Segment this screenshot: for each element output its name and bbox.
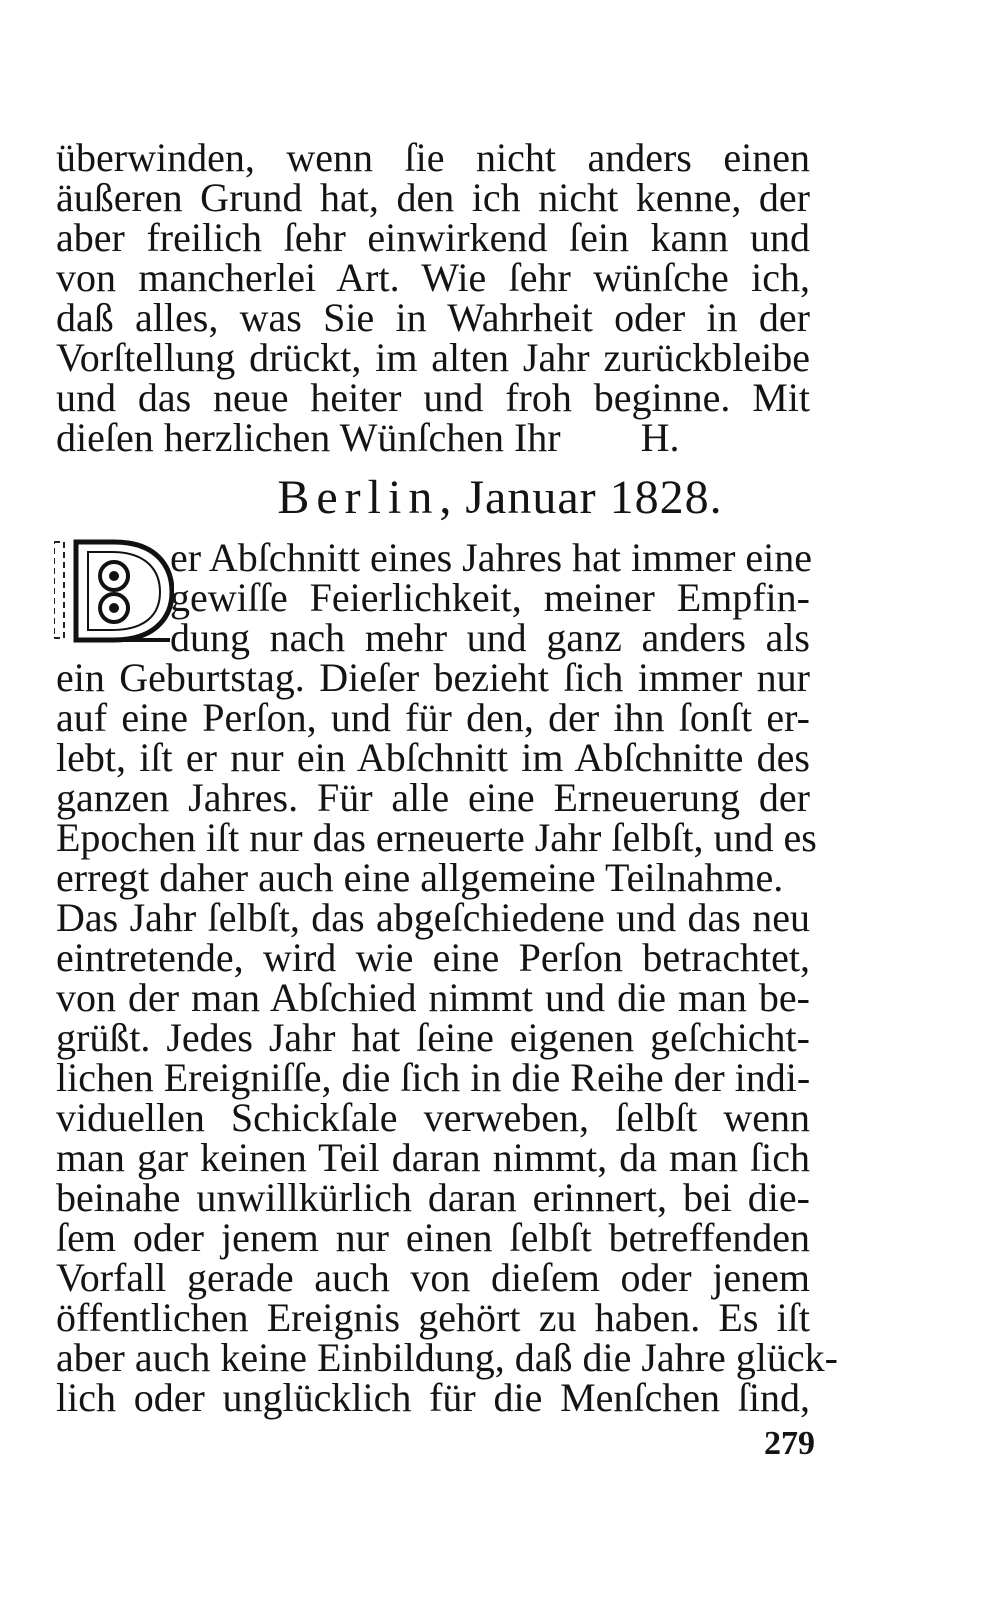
- text-line: aber auch keine Einbildung, daß die Jahre glück-: [56, 1335, 838, 1380]
- text-line: auf eine Perſon, und für den, der ihn ſonſt er-: [56, 695, 810, 740]
- text-line: äußeren Grund hat, den ich nicht kenne, der: [56, 175, 810, 220]
- text-line-signature: dieſen herzlichen Wünſchen Ihr H.: [56, 415, 680, 460]
- text-line: lichen Ereigniſſe, die ſich in die Reihe der indi-: [56, 1055, 811, 1100]
- text-line: beinahe unwillkürlich daran erinnert, bei die-: [56, 1175, 810, 1220]
- text-line: viduellen Schickſale verweben, ſelbſt wenn: [56, 1095, 810, 1140]
- text-line: von der man Abſchied nimmt und die man be-: [56, 975, 810, 1020]
- ornamental-initial-icon: [54, 536, 174, 644]
- text-line: ſem oder jenem nur einen ſelbſt betreffenden: [56, 1215, 810, 1260]
- text-line: eintretende, wird wie eine Perſon betrachtet,: [56, 935, 810, 980]
- text-line: Epochen iſt nur das erneuerte Jahr ſelbſt, und es: [56, 815, 817, 860]
- dropcap-border-icon: [54, 542, 64, 638]
- text-line: von mancherlei Art. Wie ſehr wünſche ich,: [56, 255, 810, 300]
- text-line: aber freilich ſehr einwirkend ſein kann und: [56, 215, 810, 260]
- text-line: Vorfall gerade auch von dieſem oder jenem: [56, 1255, 810, 1300]
- text-line: lebt, iſt er nur ein Abſchnitt im Abſchnitte des: [56, 735, 810, 780]
- heading-place: Berlin: [277, 471, 440, 524]
- text-line: ganzen Jahres. Für alle eine Erneuerung der: [56, 775, 810, 820]
- text-line: Das Jahr ſelbſt, das abgeſchiedene und das neu: [56, 895, 810, 940]
- dropcap-outline-icon: [76, 542, 172, 640]
- dropcap-graphic: [54, 536, 174, 644]
- text-line: er Abſchnitt eines Jahres hat immer eine: [170, 535, 813, 580]
- text-line: daß alles, was Sie in Wahrheit oder in der: [56, 295, 810, 340]
- text-line: öffentlichen Ereignis gehört zu haben. Es iſt: [56, 1295, 810, 1340]
- text-line: und das neue heiter und froh beginne. Mit: [56, 375, 810, 420]
- text-line: ein Geburtstag. Dieſer bezieht ſich immer nur: [56, 655, 810, 700]
- text-line: überwinden, wenn ſie nicht anders einen: [56, 135, 810, 180]
- heading-date: , Januar 1828.: [439, 471, 723, 524]
- section-heading: [0, 470, 1000, 526]
- text-line: erregt daher auch eine allgemeine Teilnahme.: [56, 855, 784, 900]
- text-line: gewiſſe Feierlichkeit, meiner Empfin-: [170, 575, 810, 620]
- dropcap-dot-icon: [109, 571, 119, 581]
- dropcap-dot-icon: [109, 603, 119, 613]
- text-line: grüßt. Jedes Jahr hat ſeine eigenen geſchicht-: [56, 1015, 810, 1060]
- text-line: lich oder unglücklich für die Menſchen ſind,: [56, 1375, 810, 1420]
- page-number: 279: [764, 1425, 815, 1462]
- text-line: man gar keinen Teil daran nimmt, da man ſich: [56, 1135, 810, 1180]
- text-line: Vorſtellung drückt, im alten Jahr zurückbleibe: [56, 335, 810, 380]
- text-line: dung nach mehr und ganz anders als: [170, 615, 810, 660]
